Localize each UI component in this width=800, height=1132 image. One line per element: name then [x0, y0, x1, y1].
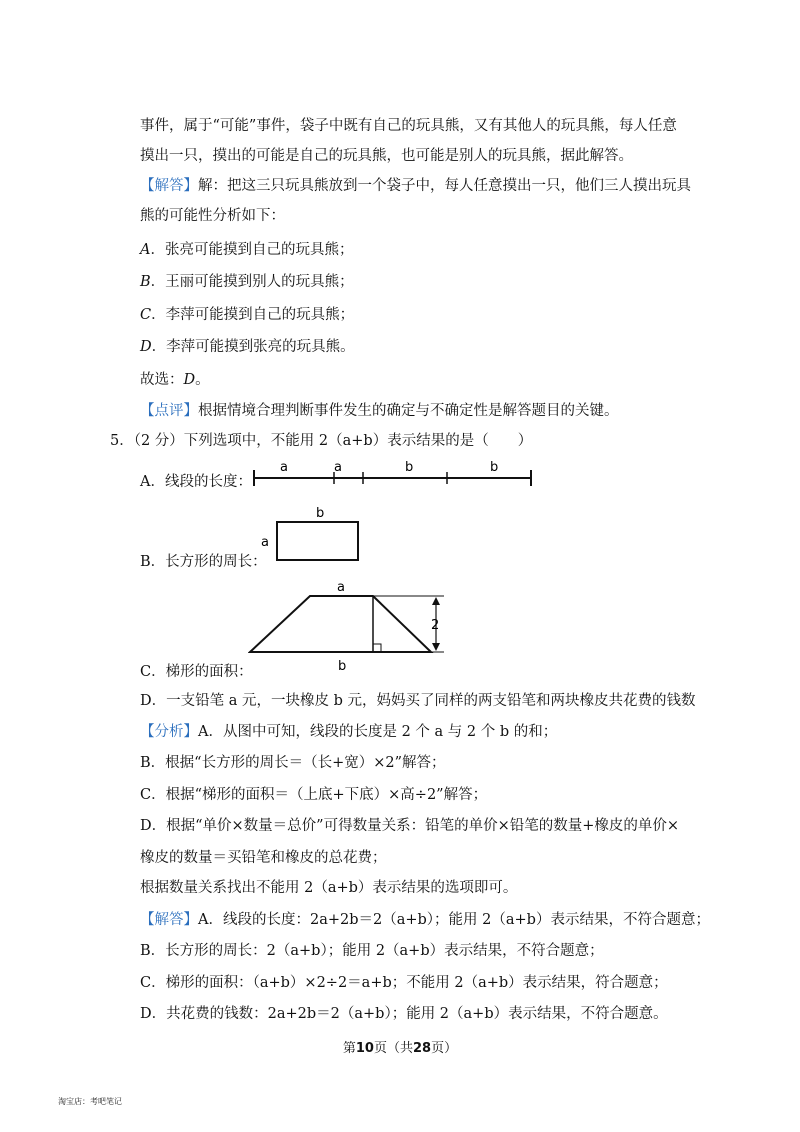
text-line: C．根据“梯形的面积＝（上底+下底）×高÷2”解答；	[140, 787, 488, 803]
rectangle-height-label: a	[261, 535, 269, 550]
option-line: A．张亮可能摸到自己的玩具熊；	[140, 242, 354, 258]
text-line: D．根据“单价×数量＝总价”可得数量关系：铅笔的单价×铅笔的数量+橡皮的单价×	[140, 818, 680, 834]
text-line: B．长方形的周长：2（a+b）；能用 2（a+b）表示结果，不符合题意；	[140, 943, 604, 959]
answer-tag: 【解答】	[140, 912, 198, 928]
option-c-label: C．梯形的面积：	[140, 664, 253, 680]
rectangle-width-label: b	[316, 506, 325, 521]
option-line: B．王丽可能摸到别人的玩具熊；	[140, 274, 354, 290]
text-line: 橡皮的数量＝买铅笔和橡皮的总花费；	[140, 850, 387, 866]
text-line: C．梯形的面积：（a+b）×2÷2＝a+b；不能用 2（a+b）表示结果，符合题意；	[140, 975, 668, 991]
text-line: 根据数量关系找出不能用 2（a+b）表示结果的选项即可。	[140, 880, 518, 896]
text-line: D．共花费的钱数：2a+2b＝2（a+b）；能用 2（a+b）表示结果，不符合题意。	[140, 1006, 668, 1022]
analysis-tag: 【分析】	[140, 724, 198, 740]
answer-tag: 【解答】	[140, 178, 198, 194]
rectangle-figure	[258, 502, 368, 564]
shop-credit: 淘宝店：考吧笔记	[58, 1097, 122, 1106]
question-5-stem: 5．（2 分）下列选项中，不能用 2（a+b）表示结果的是（ ）	[110, 433, 533, 449]
option-a-label: A．线段的长度：	[140, 474, 252, 490]
text-line: 摸出一只，摸出的可能是自己的玩具熊，也可能是别人的玩具熊，据此解答。	[140, 148, 633, 164]
page-footer: 第10页（共28页）	[342, 1041, 458, 1056]
page-number: 10	[355, 1041, 374, 1056]
text-line: B．根据“长方形的周长＝（长+宽）×2”解答；	[140, 755, 446, 771]
text-line: 熊的可能性分析如下：	[140, 208, 285, 224]
answer-5: 【解答】A．线段的长度：2a+2b＝2（a+b）；能用 2（a+b）表示结果，不符合题意；	[140, 912, 710, 928]
option-line: C．李萍可能摸到自己的玩具熊；	[140, 307, 355, 323]
segment-figure	[250, 458, 535, 488]
trapezoid-top-label: a	[337, 580, 345, 595]
answer-text: 解：把这三只玩具熊放到一个袋子中，每人任意摸出一只，他们三人摸出玩具	[198, 178, 691, 194]
option-d-label: D．一支铅笔 a 元，一块橡皮 b 元，妈妈买了同样的两支铅笔和两块橡皮共花费的钱数	[140, 693, 696, 709]
option-b-label: B．长方形的周长：	[140, 554, 267, 570]
trapezoid-height-label: 2	[431, 618, 440, 633]
segment-label: b	[405, 460, 414, 475]
answer-4	[140, 176, 691, 196]
text-line: 事件，属于“可能”事件，袋子中既有自己的玩具熊，又有其他人的玩具熊，每人任意	[140, 118, 677, 134]
analysis-5: 【分析】A．从图中可知，线段的长度是 2 个 a 与 2 个 b 的和；	[140, 724, 558, 740]
comment-tag: 【点评】	[140, 403, 198, 419]
page-total: 28	[413, 1041, 432, 1056]
segment-label: a	[280, 460, 288, 475]
trapezoid-bottom-label: b	[338, 659, 347, 674]
segment-label: a	[334, 460, 342, 475]
choice-line: 故选：D。	[140, 372, 210, 388]
comment-4: 【点评】根据情境合理判断事件发生的确定与不确定性是解答题目的关键。	[140, 403, 619, 419]
segment-label: b	[490, 460, 499, 475]
trapezoid-figure	[248, 578, 448, 674]
option-line: D．李萍可能摸到张亮的玩具熊。	[140, 339, 355, 355]
